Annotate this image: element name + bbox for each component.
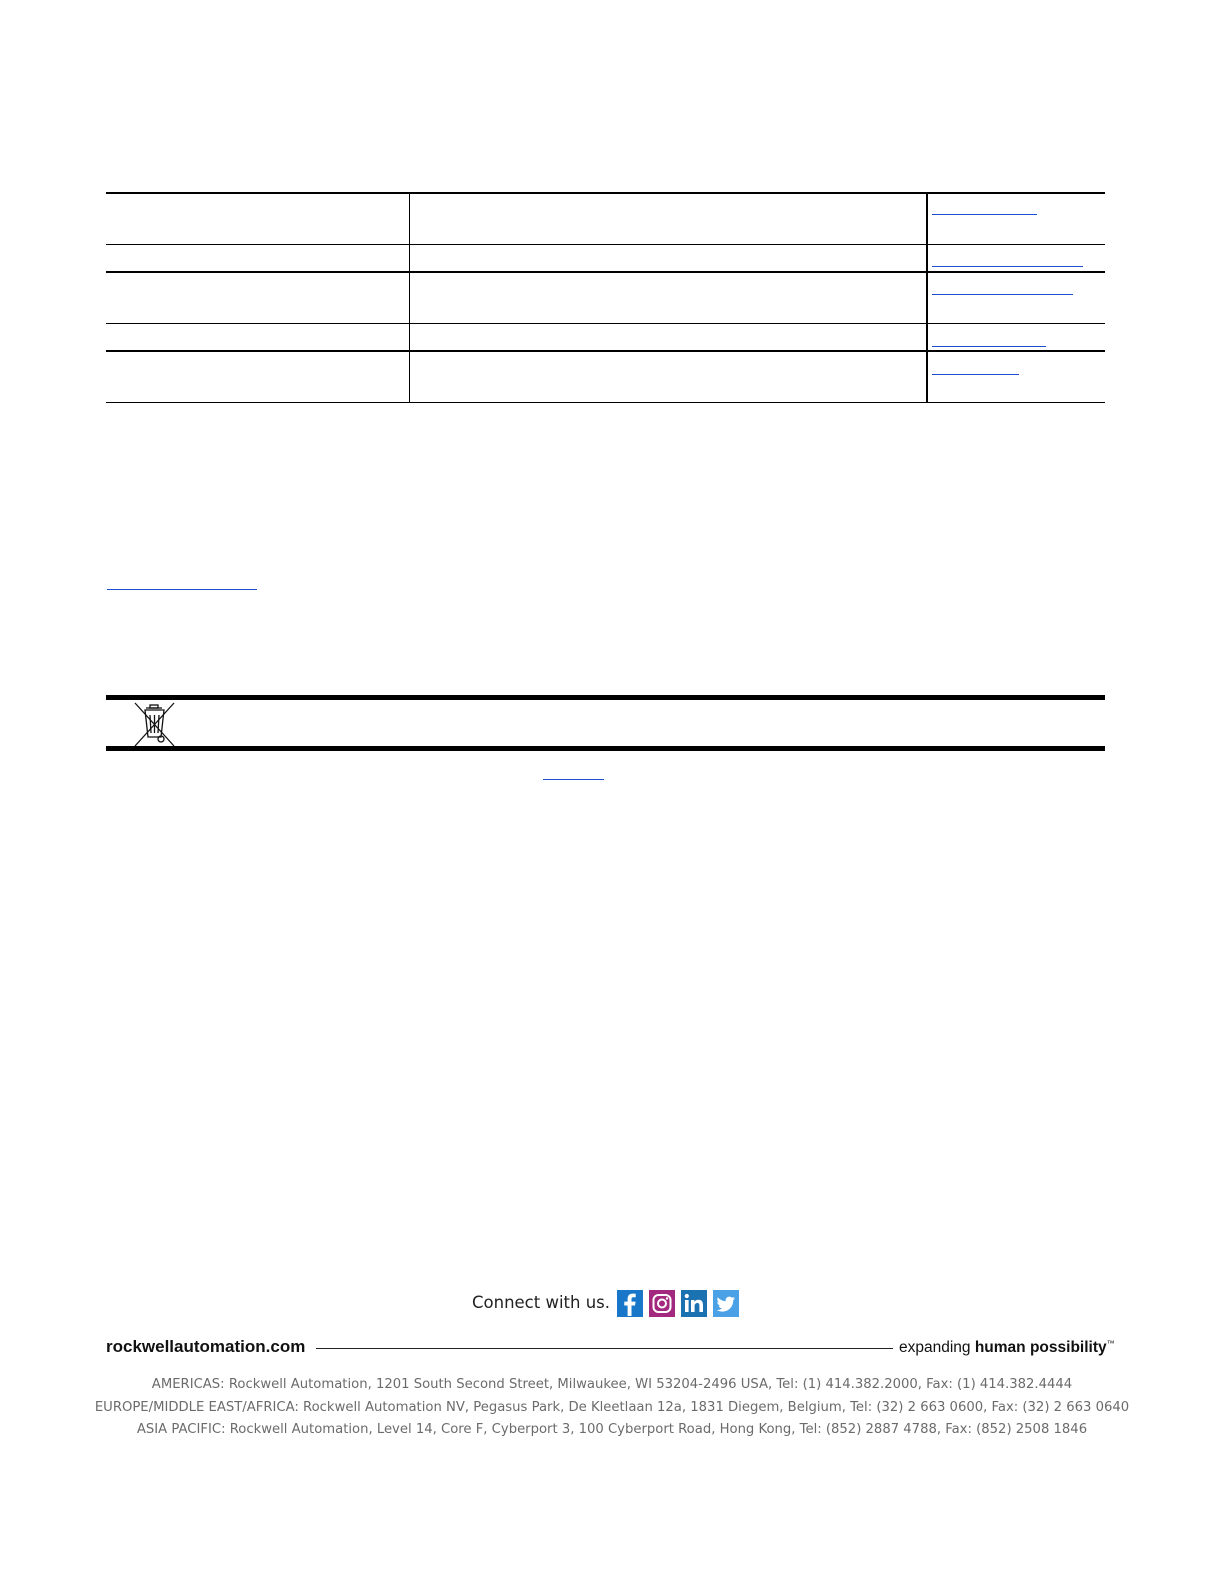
table-row-rule [106, 323, 1105, 324]
notice-bottom-rule [106, 746, 1105, 751]
table-bottom-rule [106, 402, 1105, 403]
tagline-trademark: ™ [1106, 1339, 1115, 1348]
crossed-out-wheelie-bin-icon [131, 701, 177, 747]
table-column-rule [409, 192, 410, 403]
instagram-icon[interactable] [649, 1290, 675, 1317]
connect-label: Connect with us. [472, 1293, 611, 1312]
website-link[interactable]: rockwellautomation.com [106, 1337, 306, 1356]
notice-link[interactable] [543, 779, 604, 780]
tagline-regular: expanding [899, 1339, 975, 1356]
body-link[interactable] [107, 589, 257, 590]
table-row-rule [106, 271, 1105, 273]
table-row-rule [106, 350, 1105, 352]
address-americas: AMERICAS: Rockwell Automation, 1201 South Second Street, Milwaukee, WI 53204-2496 USA, Tel: (1) 414.382.2000, Fax: (1) 414.382.4444 [151, 1377, 1073, 1392]
table-row-link[interactable] [932, 346, 1046, 347]
twitter-icon[interactable] [713, 1290, 739, 1317]
table-row-link[interactable] [932, 374, 1019, 375]
tagline-bold: human possibility [974, 1339, 1107, 1356]
facebook-icon[interactable] [617, 1290, 643, 1317]
footer-divider [316, 1348, 893, 1349]
table-row-link[interactable] [932, 294, 1073, 295]
table-row-rule [106, 244, 1105, 245]
linkedin-icon[interactable] [681, 1290, 707, 1317]
table-column-rule [926, 192, 928, 403]
address-emea: EUROPE/MIDDLE EAST/AFRICA: Rockwell Automation NV, Pegasus Park, De Kleetlaan 12a, 1831 Diegem, Belgium, Tel: (32) 2 663 0600, Fax: (32) 2 663 0640 [94, 1400, 1130, 1415]
table-top-rule [106, 192, 1105, 194]
tagline [899, 1339, 1115, 1357]
table-row-link[interactable] [932, 266, 1083, 267]
table-row-link[interactable] [932, 214, 1037, 215]
address-asia-pacific: ASIA PACIFIC: Rockwell Automation, Level 14, Core F, Cyberport 3, 100 Cyberport Road, Hong Kong, Tel: (852) 2887 4788, Fax: (852) 2508 1846 [136, 1422, 1088, 1437]
notice-top-rule [106, 695, 1105, 700]
